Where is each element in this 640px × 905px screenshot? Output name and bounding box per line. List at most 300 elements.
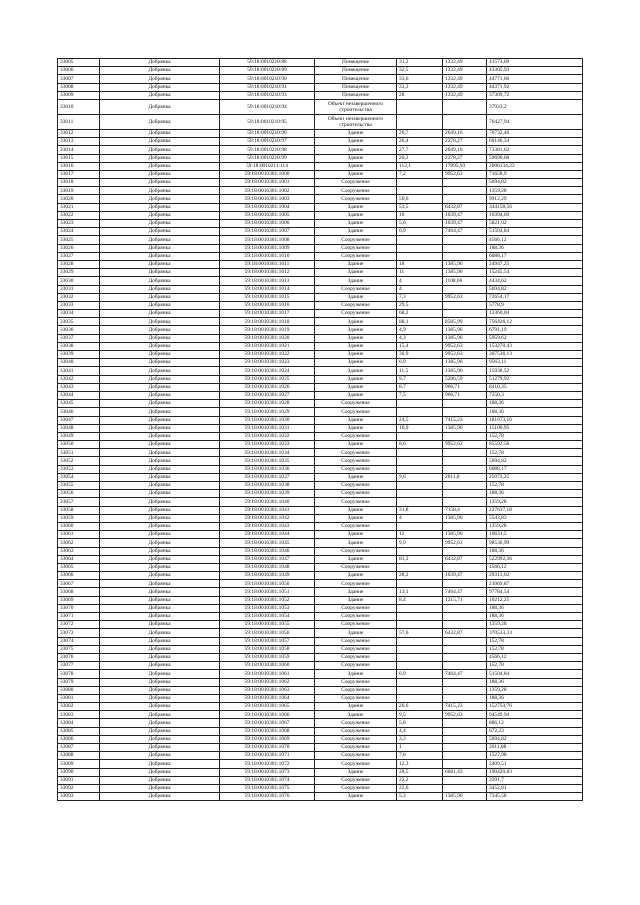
object-type-cell: Сооружение: [315, 547, 397, 555]
cadastral-number-cell: 59:18:0010301:1029: [220, 408, 315, 416]
row-number-cell: 33015: [58, 154, 100, 162]
specific-value-cell: [443, 244, 487, 252]
object-type-cell: Здание: [315, 703, 397, 711]
specific-value-cell: [443, 195, 487, 203]
cadastral-number-cell: 59:18:0010301:1032: [220, 432, 315, 440]
specific-value-cell: [443, 604, 487, 612]
object-type-cell: Здание: [315, 424, 397, 432]
specific-value-cell: 1039,47: [443, 572, 487, 580]
cadastral-value-cell: 97784,54: [487, 588, 583, 596]
area-cell: 20,6: [397, 703, 443, 711]
table-row: [58, 572, 583, 580]
area-cell: 7,5: [397, 391, 443, 399]
object-type-cell: Сооружение: [315, 662, 397, 670]
object-type-cell: Сооружение: [315, 285, 397, 293]
object-type-cell: Здание: [315, 793, 397, 801]
cadastral-value-cell: 5694,82: [487, 457, 583, 465]
cadastral-value-cell: 16631,5: [487, 531, 583, 539]
specific-value-cell: 1332,49: [443, 59, 487, 67]
table-row: [58, 490, 583, 498]
object-type-cell: Сооружение: [315, 400, 397, 408]
area-cell: 4,9: [397, 326, 443, 334]
locality-cell: Добрянка: [100, 572, 220, 580]
object-type-cell: Сооружение: [315, 653, 397, 661]
row-number-cell: 33086: [58, 735, 100, 743]
cadastral-number-cell: 59:18:0010301:1006: [220, 220, 315, 228]
cadastral-value-cell: 51279,92: [487, 375, 583, 383]
locality-cell: Добрянка: [100, 793, 220, 801]
cadastral-number-cell: 59:18:0010301:1076: [220, 793, 315, 801]
locality-cell: Добрянка: [100, 547, 220, 555]
cadastral-value-cell: 1359,28: [487, 522, 583, 530]
object-type-cell: Здание: [315, 473, 397, 481]
table-row: [58, 236, 583, 244]
object-type-cell: Здание: [315, 260, 397, 268]
table-row: [58, 694, 583, 702]
object-type-cell: Сооружение: [315, 490, 397, 498]
area-cell: 112,1: [397, 162, 443, 170]
cadastral-number-cell: 59:18:0010210:88: [220, 59, 315, 67]
object-type-cell: Здание: [315, 375, 397, 383]
area-cell: [397, 580, 443, 588]
area-cell: 3,3: [397, 735, 443, 743]
cadastral-number-cell: 59:18:0010301:1055: [220, 621, 315, 629]
table-row: [58, 400, 583, 408]
cadastral-value-cell: 152,78: [487, 662, 583, 670]
row-number-cell: 33066: [58, 572, 100, 580]
specific-value-cell: [443, 776, 487, 784]
specific-value-cell: 966,71: [443, 391, 487, 399]
cadastral-number-cell: 59:18:0010301:1064: [220, 694, 315, 702]
row-number-cell: 33034: [58, 310, 100, 318]
cadastral-number-cell: 59:18:0010210:96: [220, 129, 315, 137]
object-type-cell: Помещение: [315, 91, 397, 99]
locality-cell: Добрянка: [100, 604, 220, 612]
area-cell: 4: [397, 285, 443, 293]
specific-value-cell: 9952,63: [443, 711, 487, 719]
table-row: [58, 228, 583, 236]
specific-value-cell: 5286,59: [443, 375, 487, 383]
row-number-cell: 33069: [58, 596, 100, 604]
table-row: [58, 727, 583, 735]
locality-cell: Добрянка: [100, 424, 220, 432]
row-number-cell: 33091: [58, 776, 100, 784]
table-row: [58, 351, 583, 359]
cadastral-value-cell: 13360,04: [487, 310, 583, 318]
cadastral-value-cell: 181673,16: [487, 416, 583, 424]
area-cell: [397, 653, 443, 661]
table-row: [58, 752, 583, 760]
table-row: [58, 522, 583, 530]
area-cell: 81,3: [397, 555, 443, 563]
specific-value-cell: [443, 645, 487, 653]
object-type-cell: Здание: [315, 342, 397, 350]
object-type-cell: Здание: [315, 138, 397, 146]
area-cell: 28,2: [397, 572, 443, 580]
locality-cell: Добрянка: [100, 490, 220, 498]
cadastral-number-cell: 59:18:0010301:1051: [220, 588, 315, 596]
area-cell: 12: [397, 531, 443, 539]
row-number-cell: 33054: [58, 473, 100, 481]
row-number-cell: 33079: [58, 678, 100, 686]
area-cell: 9,6: [397, 473, 443, 481]
area-cell: 27,7: [397, 146, 443, 154]
object-type-cell: Сооружение: [315, 498, 397, 506]
specific-value-cell: 7464,47: [443, 588, 487, 596]
object-type-cell: Сооружение: [315, 563, 397, 571]
table-row: [58, 383, 583, 391]
object-type-cell: Сооружение: [315, 637, 397, 645]
locality-cell: Добрянка: [100, 285, 220, 293]
cadastral-value-cell: 70732,46: [487, 129, 583, 137]
table-row: [58, 711, 583, 719]
object-type-cell: Сооружение: [315, 604, 397, 612]
area-cell: 26,4: [397, 138, 443, 146]
cadastral-value-cell: 5694,82: [487, 285, 583, 293]
table-row: [58, 375, 583, 383]
object-type-cell: Здание: [315, 211, 397, 219]
table-row: [58, 547, 583, 555]
row-number-cell: 33041: [58, 367, 100, 375]
specific-value-cell: 9952,63: [443, 351, 487, 359]
row-number-cell: 33060: [58, 522, 100, 530]
object-type-cell: Сооружение: [315, 735, 397, 743]
specific-value-cell: 1385,96: [443, 326, 487, 334]
area-cell: 28: [397, 91, 443, 99]
table-row: [58, 285, 583, 293]
cadastral-value-cell: 76427,94: [487, 114, 583, 129]
cadastral-value-cell: 370533,33: [487, 629, 583, 637]
area-cell: 11: [397, 269, 443, 277]
cadastral-value-cell: 6088,17: [487, 252, 583, 260]
object-type-cell: Здание: [315, 154, 397, 162]
cadastral-value-cell: 9563,11: [487, 359, 583, 367]
cadastral-value-cell: 2409,51: [487, 760, 583, 768]
object-type-cell: Сооружение: [315, 613, 397, 621]
area-cell: 11,5: [397, 367, 443, 375]
cadastral-number-cell: 59:18:0010301:1042: [220, 514, 315, 522]
area-cell: [397, 465, 443, 473]
specific-value-cell: [443, 735, 487, 743]
cadastral-value-cell: 188,36: [487, 490, 583, 498]
area-cell: 10: [397, 211, 443, 219]
row-number-cell: 33078: [58, 670, 100, 678]
object-type-cell: Здание: [315, 277, 397, 285]
specific-value-cell: [443, 744, 487, 752]
table-row: [58, 588, 583, 596]
locality-cell: Добрянка: [100, 498, 220, 506]
object-type-cell: Сооружение: [315, 752, 397, 760]
specific-value-cell: 1039,47: [443, 220, 487, 228]
cadastral-number-cell: 59:18:0010301:1009: [220, 244, 315, 252]
object-type-cell: Объект незавершенного строительства: [315, 114, 397, 129]
table-row: [58, 686, 583, 694]
specific-value-cell: [443, 613, 487, 621]
object-type-cell: Здание: [315, 334, 397, 342]
object-type-cell: Здание: [315, 572, 397, 580]
locality-cell: Добрянка: [100, 465, 220, 473]
area-cell: 8,4: [397, 596, 443, 604]
specific-value-cell: 7464,47: [443, 670, 487, 678]
cadastral-number-cell: 59:18:0010301:1039: [220, 490, 315, 498]
area-cell: 30,9: [397, 351, 443, 359]
specific-value-cell: 2649,16: [443, 146, 487, 154]
locality-cell: Добрянка: [100, 375, 220, 383]
locality-cell: Добрянка: [100, 67, 220, 75]
cadastral-number-cell: 59:18:0010301:1063: [220, 686, 315, 694]
object-type-cell: Сооружение: [315, 522, 397, 530]
table-row: [58, 99, 583, 114]
specific-value-cell: 1039,47: [443, 211, 487, 219]
object-type-cell: Здание: [315, 391, 397, 399]
locality-cell: Добрянка: [100, 277, 220, 285]
area-cell: 4: [397, 514, 443, 522]
specific-value-cell: [443, 498, 487, 506]
object-type-cell: Сооружение: [315, 678, 397, 686]
specific-value-cell: [443, 686, 487, 694]
cadastral-value-cell: 37309,72: [487, 91, 583, 99]
table-row: [58, 449, 583, 457]
object-type-cell: Сооружение: [315, 686, 397, 694]
specific-value-cell: [443, 449, 487, 457]
specific-value-cell: [443, 482, 487, 490]
specific-value-cell: [443, 285, 487, 293]
row-number-cell: 33073: [58, 629, 100, 637]
locality-cell: Добрянка: [100, 727, 220, 735]
locality-cell: Добрянка: [100, 514, 220, 522]
cadastral-value-cell: 522992,36: [487, 555, 583, 563]
area-cell: 9,7: [397, 375, 443, 383]
locality-cell: Добрянка: [100, 760, 220, 768]
cadastral-number-cell: 59:18:0010301:1069: [220, 735, 315, 743]
area-cell: 6,9: [397, 359, 443, 367]
cadastral-number-cell: 59:18:0010301:1016: [220, 301, 315, 309]
locality-cell: Добрянка: [100, 752, 220, 760]
locality-cell: Добрянка: [100, 170, 220, 178]
area-cell: [397, 563, 443, 571]
cadastral-number-cell: 59:18:0010210:98: [220, 146, 315, 154]
specific-value-cell: 1332,49: [443, 75, 487, 83]
cadastral-value-cell: 344158,56: [487, 203, 583, 211]
row-number-cell: 33088: [58, 752, 100, 760]
cadastral-value-cell: 10212,25: [487, 596, 583, 604]
area-cell: [397, 637, 443, 645]
locality-cell: Добрянка: [100, 776, 220, 784]
specific-value-cell: 1332,49: [443, 83, 487, 91]
row-number-cell: 33059: [58, 514, 100, 522]
specific-value-cell: 7415,23: [443, 416, 487, 424]
locality-cell: Добрянка: [100, 686, 220, 694]
cadastral-number-cell: 59:18:0010301:1012: [220, 269, 315, 277]
row-number-cell: 33009: [58, 91, 100, 99]
object-type-cell: Здание: [315, 293, 397, 301]
cadastral-value-cell: 152,78: [487, 637, 583, 645]
area-cell: 29,5: [397, 301, 443, 309]
specific-value-cell: 1385,96: [443, 260, 487, 268]
row-number-cell: 33061: [58, 531, 100, 539]
locality-cell: Добрянка: [100, 596, 220, 604]
locality-cell: Добрянка: [100, 367, 220, 375]
row-number-cell: 33043: [58, 383, 100, 391]
cadastral-value-cell: 188,36: [487, 408, 583, 416]
specific-value-cell: [443, 694, 487, 702]
table-row: [58, 653, 583, 661]
area-cell: [397, 522, 443, 530]
specific-value-cell: 1385,96: [443, 424, 487, 432]
cadastral-number-cell: 59:18:0010301:1013: [220, 277, 315, 285]
table-row: [58, 719, 583, 727]
row-number-cell: 33030: [58, 277, 100, 285]
area-cell: 9,9: [397, 539, 443, 547]
locality-cell: Добрянка: [100, 400, 220, 408]
locality-cell: Добрянка: [100, 334, 220, 342]
object-type-cell: Здание: [315, 555, 397, 563]
locality-cell: Добрянка: [100, 301, 220, 309]
cadastral-number-cell: 59:18:0010301:1044: [220, 531, 315, 539]
table-row: [58, 703, 583, 711]
row-number-cell: 33021: [58, 203, 100, 211]
row-number-cell: 33025: [58, 236, 100, 244]
row-number-cell: 33018: [58, 179, 100, 187]
cadastral-value-cell: 3452,81: [487, 784, 583, 792]
row-number-cell: 33050: [58, 441, 100, 449]
cadastral-number-cell: 59:18:0010301:1048: [220, 563, 315, 571]
row-number-cell: 33082: [58, 703, 100, 711]
area-cell: 10,9: [397, 424, 443, 432]
locality-cell: Добрянка: [100, 244, 220, 252]
cadastral-value-cell: 4566,12: [487, 236, 583, 244]
table-row: [58, 621, 583, 629]
cadastral-value-cell: 4566,12: [487, 563, 583, 571]
specific-value-cell: 9952,63: [443, 539, 487, 547]
cadastral-number-cell: 59:18:0010301:1065: [220, 703, 315, 711]
locality-cell: Добрянка: [100, 670, 220, 678]
locality-cell: Добрянка: [100, 383, 220, 391]
cadastral-number-cell: 59:18:0010211:114: [220, 162, 315, 170]
specific-value-cell: [443, 490, 487, 498]
object-type-cell: Сооружение: [315, 784, 397, 792]
object-type-cell: Сооружение: [315, 179, 397, 187]
object-type-cell: Здание: [315, 670, 397, 678]
table-row: [58, 637, 583, 645]
row-number-cell: 33028: [58, 260, 100, 268]
cadastral-value-cell: 37933,2: [487, 99, 583, 114]
table-row: [58, 760, 583, 768]
row-number-cell: 33072: [58, 621, 100, 629]
locality-cell: Добрянка: [100, 293, 220, 301]
cadastral-value-cell: 1359,28: [487, 498, 583, 506]
row-number-cell: 33089: [58, 760, 100, 768]
table-row: [58, 498, 583, 506]
cadastral-value-cell: 152753,76: [487, 703, 583, 711]
object-type-cell: Сооружение: [315, 449, 397, 457]
row-number-cell: 33052: [58, 457, 100, 465]
cadastral-value-cell: 188,36: [487, 547, 583, 555]
area-cell: 1: [397, 744, 443, 752]
table-row: [58, 187, 583, 195]
row-number-cell: 33019: [58, 187, 100, 195]
cadastral-value-cell: 2006134,23: [487, 162, 583, 170]
row-number-cell: 33092: [58, 784, 100, 792]
cadastral-number-cell: 59:18:0010301:1040: [220, 498, 315, 506]
row-number-cell: 33023: [58, 220, 100, 228]
area-cell: 12,3: [397, 760, 443, 768]
locality-cell: Добрянка: [100, 473, 220, 481]
cadastral-number-cell: 59:18:0010301:1001: [220, 179, 315, 187]
row-number-cell: 33007: [58, 75, 100, 83]
row-number-cell: 33026: [58, 244, 100, 252]
row-number-cell: 33033: [58, 301, 100, 309]
specific-value-cell: 1385,96: [443, 334, 487, 342]
object-type-cell: Сооружение: [315, 719, 397, 727]
cadastral-number-cell: 59:18:0010301:1058: [220, 645, 315, 653]
object-type-cell: Здание: [315, 514, 397, 522]
cadastral-value-cell: 152,78: [487, 449, 583, 457]
cadastral-value-cell: 4434,62: [487, 277, 583, 285]
object-type-cell: Здание: [315, 441, 397, 449]
table-row: [58, 678, 583, 686]
row-number-cell: 33036: [58, 326, 100, 334]
object-type-cell: Сооружение: [315, 310, 397, 318]
specific-value-cell: [443, 522, 487, 530]
specific-value-cell: 1332,49: [443, 67, 487, 75]
object-type-cell: Сооружение: [315, 760, 397, 768]
object-type-cell: Здание: [315, 129, 397, 137]
specific-value-cell: [443, 760, 487, 768]
specific-value-cell: [443, 457, 487, 465]
row-number-cell: 33064: [58, 555, 100, 563]
specific-value-cell: [443, 563, 487, 571]
object-type-cell: Сооружение: [315, 465, 397, 473]
table-row: [58, 114, 583, 129]
row-number-cell: 33020: [58, 195, 100, 203]
area-cell: [397, 604, 443, 612]
specific-value-cell: [443, 236, 487, 244]
cadastral-value-cell: 73381,62: [487, 146, 583, 154]
locality-cell: Добрянка: [100, 187, 220, 195]
specific-value-cell: [443, 187, 487, 195]
locality-cell: Добрянка: [100, 408, 220, 416]
object-type-cell: Сооружение: [315, 195, 397, 203]
area-cell: [397, 99, 443, 114]
object-type-cell: Здание: [315, 506, 397, 514]
cadastral-value-cell: 188,36: [487, 400, 583, 408]
specific-value-cell: 1385,96: [443, 793, 487, 801]
cadastral-number-cell: 59:18:0010301:1022: [220, 351, 315, 359]
area-cell: [397, 457, 443, 465]
specific-value-cell: 966,71: [443, 383, 487, 391]
object-type-cell: Сооружение: [315, 301, 397, 309]
row-number-cell: 33040: [58, 359, 100, 367]
locality-cell: Добрянка: [100, 195, 220, 203]
area-cell: 7,8: [397, 752, 443, 760]
locality-cell: Добрянка: [100, 735, 220, 743]
locality-cell: Добрянка: [100, 588, 220, 596]
row-number-cell: 33022: [58, 211, 100, 219]
locality-cell: Добрянка: [100, 457, 220, 465]
cadastral-value-cell: 188,36: [487, 678, 583, 686]
locality-cell: Добрянка: [100, 269, 220, 277]
table-row: [58, 580, 583, 588]
table-row: [58, 162, 583, 170]
object-type-cell: Сооружение: [315, 621, 397, 629]
object-type-cell: Здание: [315, 588, 397, 596]
locality-cell: Добрянка: [100, 678, 220, 686]
cadastral-value-cell: 15245,54: [487, 269, 583, 277]
table-row: [58, 129, 583, 137]
table-row: [58, 277, 583, 285]
cadastral-number-cell: 59:18:0010301:1023: [220, 359, 315, 367]
